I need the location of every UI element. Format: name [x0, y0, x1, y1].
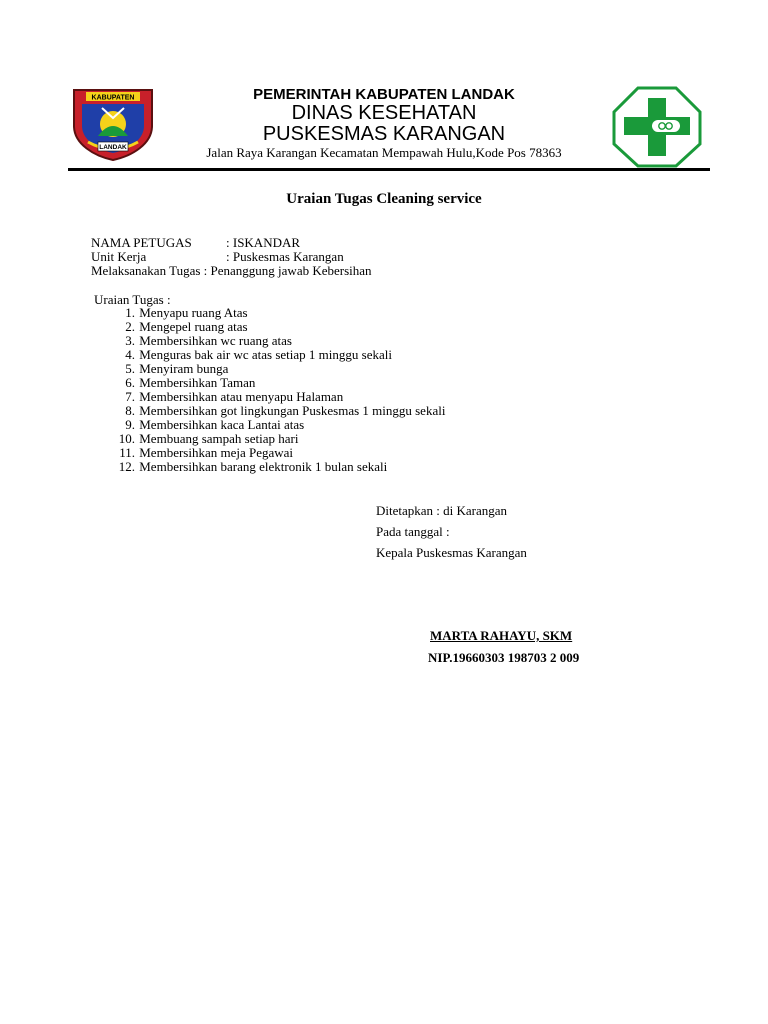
signature-nip: NIP.19660303 198703 2 009: [428, 650, 580, 665]
tasks-heading: Uraian Tugas :: [94, 292, 171, 307]
signature-name: MARTA RAHAYU, SKM: [430, 628, 573, 643]
emblem-label-top: KABUPATEN: [91, 94, 135, 102]
list-item: 1. Menyapu ruang Atas: [125, 305, 248, 320]
list-item: 11. Membersihkan meja Pegawai: [119, 445, 294, 460]
duty-label: [91, 264, 372, 278]
unit-value: : Puskesmas Karangan: [226, 249, 344, 264]
duty-label-text: Melaksanakan Tugas: [91, 263, 201, 278]
list-item: 5. Menyiram bunga: [125, 361, 229, 376]
list-item: 6. Membersihkan Taman: [125, 375, 256, 390]
name-label: NAMA PETUGAS: [91, 235, 192, 250]
list-item: 8. Membersihkan got lingkungan Puskesmas 1 minggu sekali: [125, 403, 446, 418]
emblem-label-bottom: LANDAK: [99, 144, 127, 151]
header-divider: [68, 168, 710, 171]
list-item: 10. Membuang sampah setiap hari: [118, 431, 299, 446]
signature-place: Ditetapkan : di Karangan: [376, 503, 508, 518]
signature-position: Kepala Puskesmas Karangan: [376, 545, 527, 560]
header-government: PEMERINTAH KABUPATEN LANDAK: [253, 86, 515, 103]
list-item: 2. Mengepel ruang atas: [125, 319, 248, 334]
duty-value: : Penanggung jawab Kebersihan: [203, 263, 372, 278]
header-address: Jalan Raya Karangan Kecamatan Mempawah Hulu,Kode Pos 78363: [206, 145, 562, 160]
header-department: DINAS KESEHATAN: [291, 102, 477, 124]
header-unit: PUSKESMAS KARANGAN: [262, 123, 506, 145]
list-item: 12. Membersihkan barang elektronik 1 bulan sekali: [118, 459, 388, 474]
name-value: : ISKANDAR: [226, 235, 301, 250]
document-title: Uraian Tugas Cleaning service: [286, 191, 482, 207]
list-item: 4. Menguras bak air wc atas setiap 1 minggu sekali: [125, 347, 392, 362]
list-item: 7. Membersihkan atau menyapu Halaman: [125, 389, 344, 404]
unit-label: Unit Kerja: [91, 249, 147, 264]
list-item: 3. Membersihkan wc ruang atas: [125, 333, 292, 348]
list-item: 9. Membersihkan kaca Lantai atas: [125, 417, 305, 432]
signature-date: Pada tanggal :: [376, 524, 450, 539]
